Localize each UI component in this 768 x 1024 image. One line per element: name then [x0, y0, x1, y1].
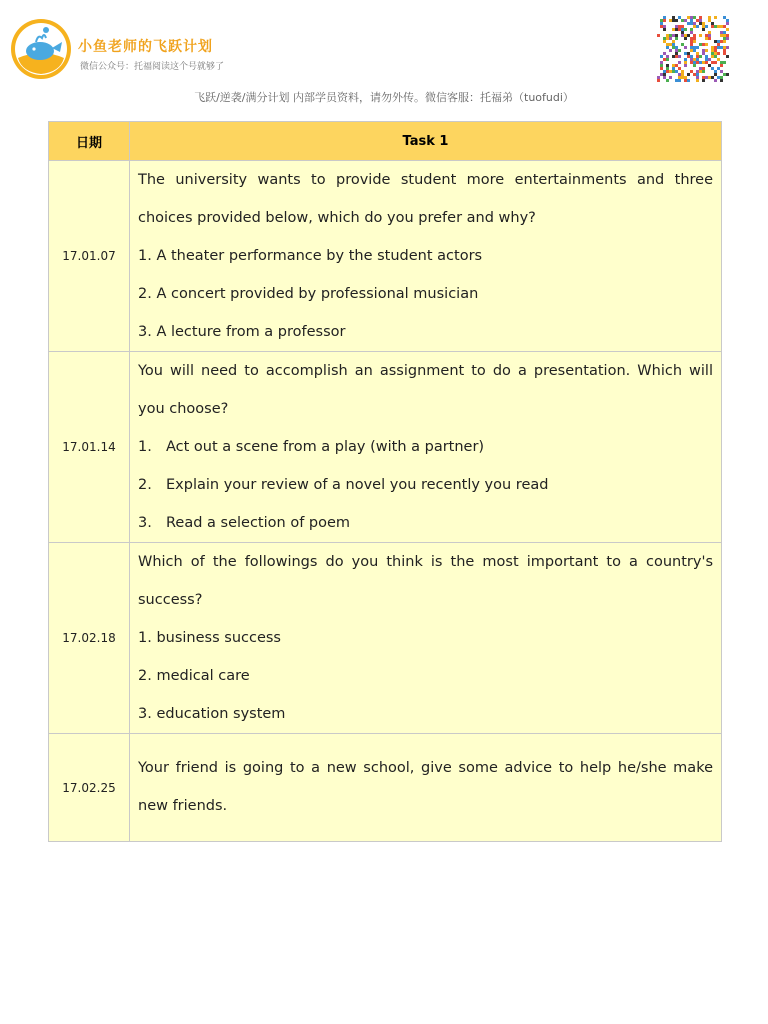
table-row: [49, 352, 722, 543]
task-option: [138, 275, 713, 313]
task-option: [138, 695, 713, 733]
option-number: 2.: [138, 477, 152, 493]
date-cell: 17.02.18: [49, 543, 130, 734]
task-option: [138, 504, 713, 542]
option-text: A concert provided by professional musician: [156, 286, 479, 302]
option-number: 2.: [138, 668, 152, 684]
table-row: [49, 161, 722, 352]
task-option: [138, 313, 713, 351]
option-text: education system: [156, 706, 286, 722]
qr-code-icon: [657, 16, 729, 82]
task-option: [138, 657, 713, 695]
task-cell: [130, 734, 722, 842]
table-row: [49, 734, 722, 842]
option-text: business success: [156, 630, 281, 646]
task-option: [138, 237, 713, 275]
option-text: A lecture from a professor: [156, 324, 346, 340]
option-text: A theater performance by the student actors: [156, 248, 483, 264]
task-prompt: Your friend is going to a new school, give some advice to help he/she make new friends.: [138, 760, 713, 814]
option-number: 3.: [138, 706, 152, 722]
date-cell: 17.01.14: [49, 352, 130, 543]
option-number: 3.: [138, 324, 152, 340]
task-cell: [130, 543, 722, 734]
column-header-date: 日期: [49, 122, 130, 161]
table-header-row: [49, 122, 722, 161]
option-number: 3.: [138, 515, 152, 531]
whale-logo-icon: [10, 18, 72, 80]
task-table: [48, 121, 722, 842]
option-text: medical care: [156, 668, 250, 684]
task-prompt: The university wants to provide student more entertainments and three choices provided below, which do you prefer and why?: [138, 172, 713, 226]
table-row: [49, 543, 722, 734]
option-number: 1.: [138, 630, 152, 646]
option-text: Explain your review of a novel you recently you read: [166, 477, 549, 493]
option-text: Read a selection of poem: [166, 515, 351, 531]
column-header-task: Task 1: [130, 122, 722, 161]
option-number: 2.: [138, 286, 152, 302]
option-number: 1.: [138, 439, 152, 455]
task-prompt: Which of the followings do you think is the most important to a country's success?: [138, 554, 713, 608]
option-text: Act out a scene from a play (with a partner): [166, 439, 485, 455]
task-prompt: You will need to accomplish an assignment to do a presentation. Which will you choose?: [138, 363, 713, 417]
task-option: [138, 619, 713, 657]
notice-line: 飞跃/逆袭/满分计划 内部学员资料，请勿外传。微信客服：托福弟（tuofudi）: [194, 91, 574, 104]
option-number: 1.: [138, 248, 152, 264]
task-cell: [130, 352, 722, 543]
brand-title: 小鱼老师的飞跃计划: [78, 39, 213, 55]
date-cell: 17.02.25: [49, 734, 130, 842]
task-option: [138, 428, 713, 466]
brand-subtitle: 微信公众号：托福阅读这个号就够了: [80, 62, 225, 72]
date-cell: 17.01.07: [49, 161, 130, 352]
task-option: [138, 466, 713, 504]
task-cell: [130, 161, 722, 352]
